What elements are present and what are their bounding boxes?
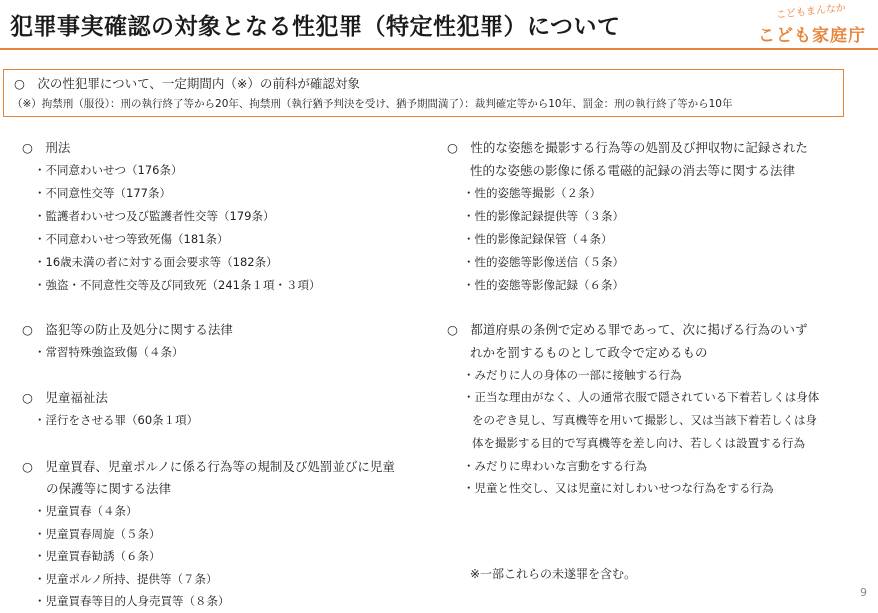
section-title-satsuei: ○ 性的な姿態を撮影する行為等の処罰及び押収物に記録された [447,140,808,155]
list-item: ・性的姿態等影像記録（６条） [463,278,624,292]
list-item: ・不同意わいせつ（176条） [34,163,183,177]
list-item: ・児童ポルノ所持、提供等（７条） [34,572,218,586]
notice-box [3,69,844,117]
page-title: 犯罪事実確認の対象となる性犯罪（特定性犯罪）について [10,14,621,40]
list-item: ・16歳未満の者に対する面会要求等（182条） [34,255,278,269]
section-title-porno: ○ 児童買春、児童ポルノに係る行為等の規制及び処罰並びに児童 [22,459,395,474]
list-item: ・強盗・不同意性交等及び同致死（241条１項・３項） [34,278,321,292]
list-item: ・児童買春等目的人身売買等（８条） [34,594,230,608]
list-item: ・みだりに卑わいな言動をする行為 [463,459,647,473]
list-item: ・常習特殊強盗致傷（４条） [34,345,184,359]
section-title-satsuei-cont: 性的な姿態の影像に係る電磁的記録の消去等に関する法律 [470,163,796,178]
list-item: ・性的影像記録保管（４条） [463,232,613,246]
list-item: ・児童買春勧誘（６条） [34,549,161,563]
list-item: ・性的影像記録提供等（３条） [463,209,624,223]
list-item: ・性的姿態等影像送信（５条） [463,255,624,269]
section-title-jorei: ○ 都道府県の条例で定める罪であって、次に掲げる行為のいず [447,322,808,337]
section-title-tohan: ○ 盗犯等の防止及処分に関する法律 [22,322,233,337]
section-title-jorei-cont: れかを罰するものとして政令で定めるもの [470,345,708,360]
list-item: ・性的姿態等撮影（２条） [463,186,601,200]
list-item-cont: 体を撮影する目的で写真機等を差し向け、若しくは設置する行為 [472,436,806,450]
section-title-jido: ○ 児童福祉法 [22,390,108,405]
list-item: ・児童買春周旋（５条） [34,527,161,541]
logo-tagline: こどもまんなか [775,2,847,21]
section-title-porno-cont: の保護等に関する法律 [46,481,172,496]
list-item: ・監護者わいせつ及び監護者性交等（179条） [34,209,275,223]
list-item: ・不同意わいせつ等致死傷（181条） [34,232,229,246]
title-divider [0,48,878,50]
list-item: ・児童買春（４条） [34,504,138,518]
list-item: ・児童と性交し、又は児童に対しわいせつな行為をする行為 [463,481,774,495]
list-item: ・正当な理由がなく、人の通常衣服で隠されている下着若しくは身体 [463,390,820,404]
list-item: ・不同意性交等（177条） [34,186,171,200]
notice-footnote: （※）拘禁刑（服役）：刑の執行終了等から20年、拘禁刑（執行猶予判決を受け、猶予期間満了）：裁判確定等から10年、罰金：刑の執行終了等から10年 [12,98,733,110]
attempt-note: ※一部これらの未遂罪を含む。 [470,567,637,581]
logo [756,2,872,48]
logo-name: こども家庭庁 [758,26,866,46]
notice-main-text: ○ 次の性犯罪について、一定期間内（※）の前科が確認対象 [14,76,360,91]
list-item-cont: をのぞき見し、写真機等を用いて撮影し、又は当該下着若しくは身 [472,413,817,427]
section-title-keiho: ○ 刑法 [22,140,71,155]
list-item: ・みだりに人の身体の一部に接触する行為 [463,368,682,382]
list-item: ・淫行をさせる罪（60条１項） [34,413,199,427]
page-number: 9 [860,586,867,599]
